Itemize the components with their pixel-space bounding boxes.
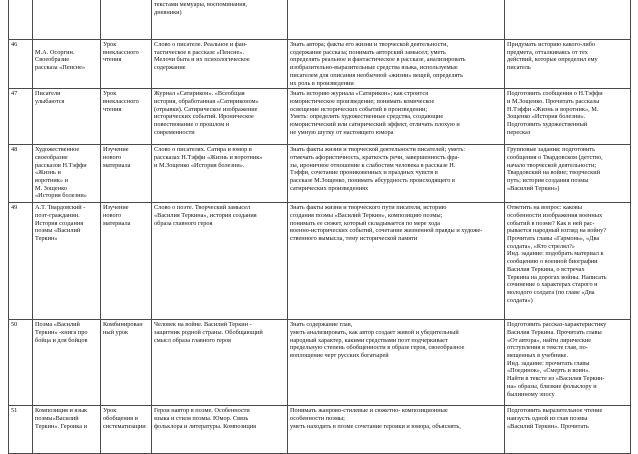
lesson-content: текстами мемуары, воспоминания, дневники) [152, 0, 288, 40]
lesson-knowledge: Знать факты жизни и творческой деятельности писателей; уметь: отмечать афористичность, краткость речи, завершенность фра- зы, ироничное отношение к слабостям человека в рассказе Н. Тэффи, сочетание прониковенных и праздных чувств в рассказе М.Зощенко, понимать абсурдность происходящего в сатирических произведениях [288, 145, 505, 203]
lesson-number: 50 [9, 320, 33, 406]
lesson-topic: Композиция и язык поэмы«Василий Теркин». Героика и [33, 406, 101, 454]
lesson-activity: Подготовить рассказ-характеристику Василия Теркина. Прочитать главы «От автора», найти лирические отступления в тексте глав, по- мещенных в учебнике. Инд. задание: прочитать главы «Поединок», «Смерть и воин». Найти в тексте из «Василия Теркин- на» образы, близкие фольклору и былинному эпосу [505, 320, 631, 406]
lesson-content: Журнал «Сатирикон». «Всеобщая история, обработанная «Сатириконом» (отрывки). Сатирическое изображение исторических событий. Ироническое повествование о прошлом и современности [152, 89, 288, 145]
lesson-activity [505, 0, 631, 40]
table-row [9, 320, 631, 406]
lesson-knowledge: Знать содержание глав, уметь анализировать, как автор создает живой и убедительный народный характер, какими средствами поэт подчеркивает предельную степень обобщенности в образе героя, своеобразное воплощение черт русских богатырей [288, 320, 505, 406]
lesson-number [9, 0, 33, 40]
lesson-topic: Писатели улыбаются [33, 89, 101, 145]
lesson-content: Герои навтор в поэме. Особенности языка и стиля поэмы. Юмор. Связь фольклора и литературы. Композиция [152, 406, 288, 454]
table-row [9, 145, 631, 203]
table-row [9, 40, 631, 89]
lesson-type: Изучение нового материала [101, 203, 152, 320]
table-row [9, 203, 631, 320]
lesson-activity: Придумать историю какого-либо предмета, отталкиваясь от тех действий, которые определил ему писатель [505, 40, 631, 89]
lesson-topic: М.А. Осоргин. Своеобразие рассказа «Пенсне» [33, 40, 101, 89]
lesson-content: Слово о поэте. Творческий замысел «Василия Теркина», история создания образа главного героя [152, 203, 288, 320]
lesson-type: Изучение нового материала [101, 145, 152, 203]
lesson-activity: Ответить на вопрос: каковы особенности изображения военных событий в поэме? Как в ней рас- рывается народный взгляд на войну? Прочитать главы «Гармонь», «Два солдата», «Кто стрелял?» Инд. задание: подобрать материал к сообщению о военной биографии Василия Теркина, о встречах Теркина на дорогах войны. Написать сочинение о характерах старого и молодого солдата (по главе «Два солдата») [505, 203, 631, 320]
lesson-activity: Подготовить сообщения о Н.Тэффи и М.Зощенко. Прочитать рассказы Н.Тэффи «Жизнь и воротник», М. Зощенко «История болезни». Подготовить художественный пересказ [505, 89, 631, 145]
lesson-activity: Подготовить выразительное чтение наизусть одной из глав поэмы «Василий Теркин». Прочитать [505, 406, 631, 454]
lesson-content: Слово о писателях. Сатира и юмор в рассказах Н.Тэффи «Жизнь и воротник» и М.Зощенко «История болезни». [152, 145, 288, 203]
lesson-knowledge: Знать факты жизни и творческого пути писателя, историю создания поэмы «Василий Теркин», композицию поэмы; понимать ее сюжет, который складывается по мере хода военно-исторических событий, сочетание жизненной правды и художе- ственного вымысла, тему исторической памяти [288, 203, 505, 320]
lesson-number: 48 [9, 145, 33, 203]
lesson-number: 47 [9, 89, 33, 145]
lesson-knowledge: Понимать жанрово-стилевые и сюжетно- композиционные особенности поэмы; уметь находить в поэме сочетание героики и юмора, объяснять, [288, 406, 505, 454]
lesson-number: 51 [9, 406, 33, 454]
lesson-type: Урок внеклассного чтения [101, 40, 152, 89]
lesson-type: Комбинирован ный урок [101, 320, 152, 406]
lesson-activity: Групповые задания: подготовить сообщения о Твардовском (детство, начало творческой деятельности; Твардовский на войне; творческий путь; история создания поэмы «Василий Теркин») [505, 145, 631, 203]
lesson-number: 46 [9, 40, 33, 89]
lesson-knowledge: Знать автора; факты его жизни и творческой деятельности, содержание рассказа; понимать авторский замысел; уметь определять реальное и фантастическое в рассказе, анализировать изобразительно-выразительные средства языка, используемые писателем для описания необычной «жизни» вещей, определять их роль в произведении [288, 40, 505, 89]
lesson-type [101, 0, 152, 40]
lesson-topic: А.Т. Твардовский - поэт-гражданин. История создания поэмы «Василий Теркин» [33, 203, 101, 320]
table-row [9, 406, 631, 454]
lesson-topic: Художественное своеобразие рассказов Н.Тэффи «Жизнь и воротник» и М. Зощенко «История болезни» [33, 145, 101, 203]
lesson-topic [33, 0, 101, 40]
table-row [9, 0, 631, 40]
lesson-number: 49 [9, 203, 33, 320]
lesson-type: Урок внеклассного чтения [101, 89, 152, 145]
lesson-content: Слово о писателе. Реальное и фан- тастическое в рассказе «Пенсне». Мелочи быта и их психологическое содержание [152, 40, 288, 89]
lesson-topic: Поэма «Василий Теркин» -книга про бойца и для бойцов [33, 320, 101, 406]
lesson-plan-table [8, 0, 631, 454]
table-row [9, 89, 631, 145]
lesson-type: Урок обобщения и систематизации [101, 406, 152, 454]
lesson-knowledge [288, 0, 505, 40]
lesson-content: Человек на войне. Василий Теркин - защитник родной страны. Обобщающий смысл образа главного героя [152, 320, 288, 406]
lesson-knowledge: Знать историю журнала «Сатирикон»; как строится юмористическое произведение; понимать комическое освещение исторических событий в произведении; Уметь: определять художественные средства, создающие юмористический или сатирический эффект, отличать плохую и не умную шутку от настоящего юмора [288, 89, 505, 145]
